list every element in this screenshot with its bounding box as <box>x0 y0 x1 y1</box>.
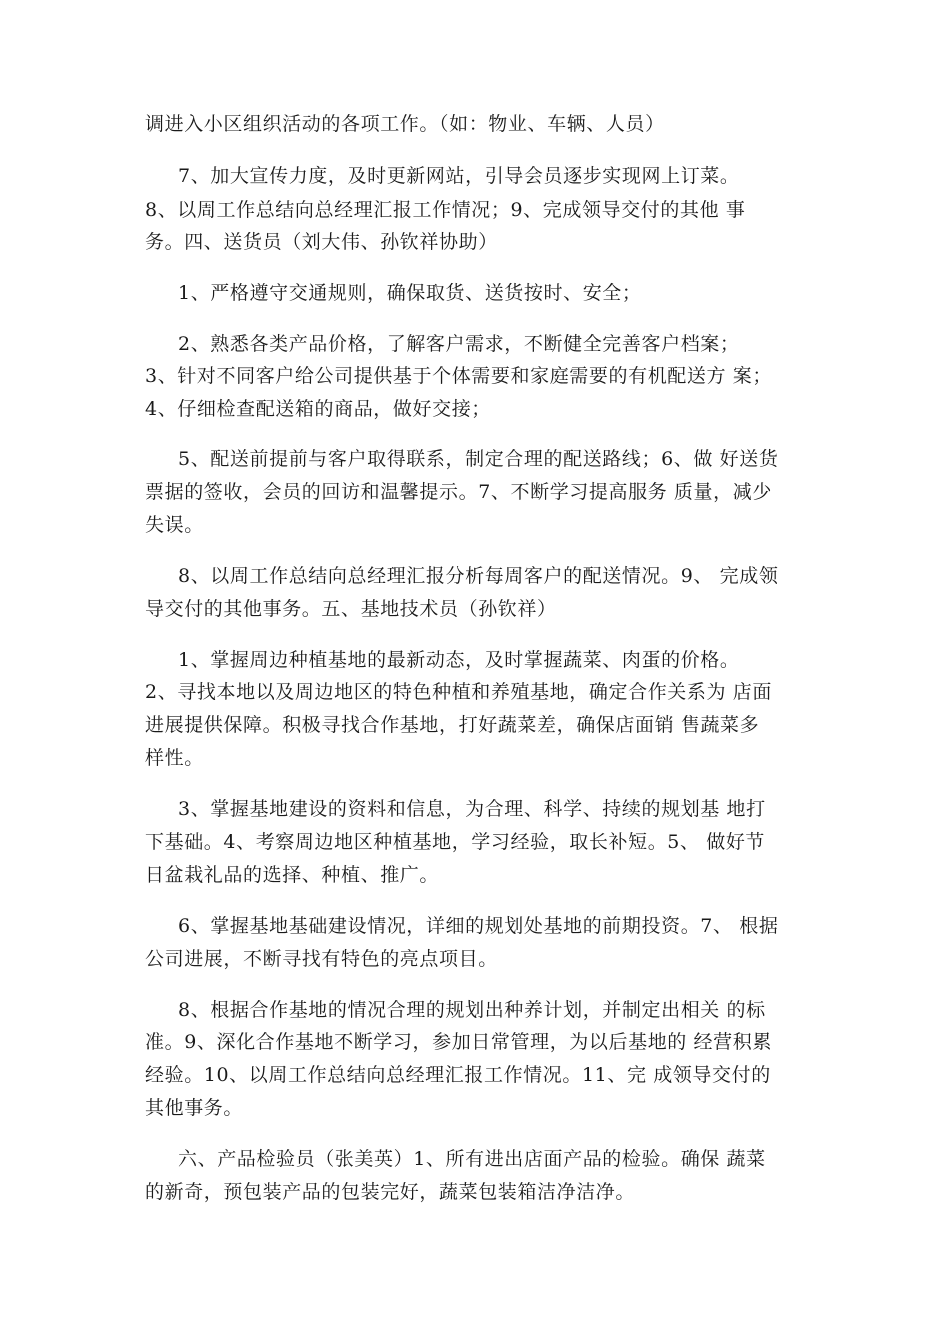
text-line: 导交付的其他事务。五、基地技术员（孙钦祥） <box>145 598 557 620</box>
text-line: 3、掌握基地建设的资料和信息，为合理、科学、持续的规划基 地打 <box>178 798 766 820</box>
text-line: 其他事务。 <box>145 1097 244 1119</box>
text-line: 进展提供保障。积极寻找合作基地，打好蔬菜差，确保店面销 售蔬菜多 <box>145 714 760 736</box>
text-line: 公司进展，不断寻找有特色的亮点项目。 <box>145 948 498 970</box>
text-line: 样性。 <box>145 747 204 769</box>
text-line: 8、根据合作基地的情况合理的规划出种养计划，并制定出相关 的标 <box>178 999 766 1021</box>
text-line: 的新奇，预包装产品的包装完好，蔬菜包装箱洁净洁净。 <box>145 1181 636 1203</box>
text-line: 务。四、送货员（刘大伟、孙钦祥协助） <box>145 231 498 253</box>
text-line: 7、加大宣传力度，及时更新网站，引导会员逐步实现网上订菜。 <box>178 165 740 187</box>
text-line: 准。9、深化合作基地不断学习，参加日常管理，为以后基地的 经营积累 <box>145 1031 772 1053</box>
text-line: 下基础。4、考察周边地区种植基地，学习经验，取长补短。5、 做好节 <box>145 831 766 853</box>
text-line: 8、以周工作总结向总经理汇报工作情况；9、完成领导交付的其他 事 <box>145 199 746 221</box>
text-line: 失误。 <box>145 514 204 536</box>
text-line: 3、针对不同客户给公司提供基于个体需要和家庭需要的有机配送方 案； <box>145 365 772 387</box>
text-line: 日盆栽礼品的选择、种植、推广。 <box>145 864 440 886</box>
text-line: 4、仔细检查配送箱的商品，做好交接； <box>145 398 491 420</box>
text-line: 8、以周工作总结向总经理汇报分析每周客户的配送情况。9、 完成领 <box>178 565 779 587</box>
text-line: 2、寻找本地以及周边地区的特色种植和养殖基地，确定合作关系为 店面 <box>145 681 772 703</box>
text-line: 经验。10、以周工作总结向总经理汇报工作情况。11、完 成领导交付的 <box>145 1064 771 1086</box>
text-line: 2、熟悉各类产品价格，了解客户需求，不断健全完善客户档案； <box>178 333 740 355</box>
text-line: 1、掌握周边种植基地的最新动态，及时掌握蔬菜、肉蛋的价格。 <box>178 649 740 671</box>
text-line: 六、产品检验员（张美英）1、所有进出店面产品的检验。确保 蔬菜 <box>178 1148 766 1170</box>
text-line: 5、配送前提前与客户取得联系，制定合理的配送路线；6、做 好送货 <box>178 448 779 470</box>
text-line: 6、掌握基地基础建设情况，详细的规划处基地的前期投资。7、 根据 <box>178 915 779 937</box>
text-line: 票据的签收，会员的回访和温馨提示。7、不断学习提高服务 质量，减少 <box>145 481 772 503</box>
text-line: 1、严格遵守交通规则，确保取货、送货按时、安全； <box>178 282 642 304</box>
text-line: 调进入小区组织活动的各项工作。（如：物业、车辆、人员） <box>145 113 665 135</box>
